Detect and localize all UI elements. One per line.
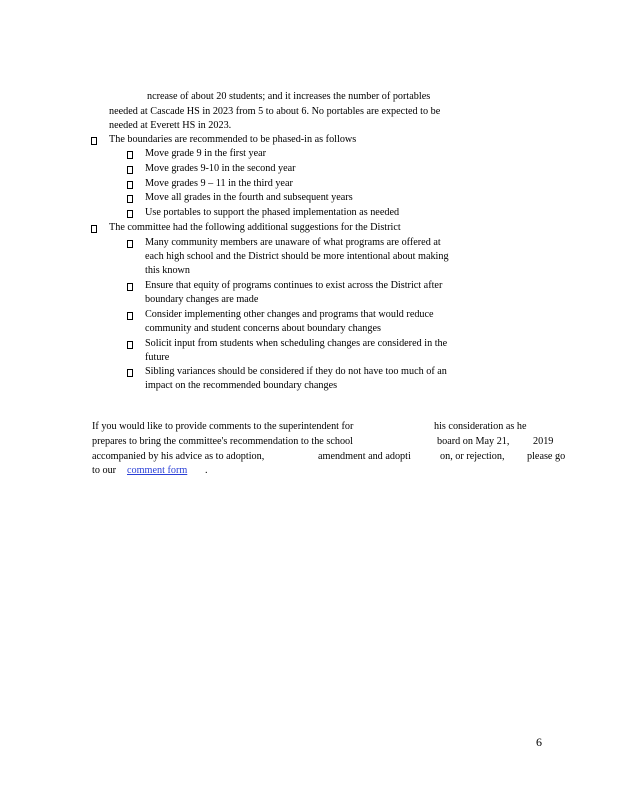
suggestion-line: each high school and the District should be more intentional about making bbox=[145, 251, 449, 262]
comment-form-link[interactable]: comment form bbox=[127, 465, 188, 476]
bullet-icon bbox=[127, 210, 133, 218]
closing-line: on, or rejection, bbox=[440, 451, 505, 462]
closing-line: to our bbox=[92, 465, 117, 476]
suggestion-line: Solicit input from students when scheduling changes are considered in the bbox=[145, 338, 448, 349]
closing-line: board on May 21, bbox=[437, 436, 510, 447]
paragraph-line: needed at Everett HS in 2023. bbox=[109, 120, 232, 131]
bullet-icon bbox=[127, 151, 133, 159]
suggestion-line: boundary changes are made bbox=[145, 294, 259, 305]
closing-line: his consideration as he bbox=[434, 421, 527, 432]
bullet-icon bbox=[127, 166, 133, 174]
suggestion-line: impact on the recommended boundary changes bbox=[145, 380, 338, 391]
suggestion-line: this known bbox=[145, 265, 190, 276]
phasing-item: Move grades 9-10 in the second year bbox=[145, 163, 296, 174]
phasing-intro: The boundaries are recommended to be phased-in as follows bbox=[109, 134, 357, 145]
closing-line: If you would like to provide comments to the superintendent for bbox=[92, 421, 354, 432]
bullet-icon bbox=[127, 341, 133, 349]
phasing-item: Move grade 9 in the first year bbox=[145, 148, 267, 159]
bullet-icon bbox=[127, 283, 133, 291]
bullet-icon bbox=[127, 369, 133, 377]
suggestions-intro: The committee had the following additional suggestions for the District bbox=[109, 222, 401, 233]
closing-line: . bbox=[205, 465, 208, 476]
paragraph-line: needed at Cascade HS in 2023 from 5 to about 6. No portables are expected to be bbox=[109, 106, 441, 117]
closing-line: 2019 bbox=[533, 436, 554, 447]
suggestion-line: Ensure that equity of programs continues to exist across the District after bbox=[145, 280, 443, 291]
closing-line: accompanied by his advice as to adoption, bbox=[92, 451, 265, 462]
bullet-icon bbox=[91, 137, 97, 145]
bullet-icon bbox=[127, 312, 133, 320]
paragraph-line: ncrease of about 20 students; and it increases the number of portables bbox=[147, 91, 431, 102]
bullet-icon bbox=[91, 225, 97, 233]
closing-line: prepares to bring the committee's recommendation to the school bbox=[92, 436, 353, 447]
closing-line: amendment and adopti bbox=[318, 451, 411, 462]
bullet-icon bbox=[127, 195, 133, 203]
bullet-icon bbox=[127, 240, 133, 248]
suggestion-line: community and student concerns about boundary changes bbox=[145, 323, 381, 334]
phasing-item: Move all grades in the fourth and subsequent years bbox=[145, 192, 353, 203]
phasing-item: Move grades 9 – 11 in the third year bbox=[145, 178, 293, 189]
suggestion-line: Consider implementing other changes and programs that would reduce bbox=[145, 309, 434, 320]
suggestion-line: future bbox=[145, 352, 170, 363]
phasing-item: Use portables to support the phased implementation as needed bbox=[145, 207, 400, 218]
suggestion-line: Sibling variances should be considered if they do not have too much of an bbox=[145, 366, 447, 377]
closing-line: please go bbox=[527, 451, 566, 462]
suggestion-line: Many community members are unaware of what programs are offered at bbox=[145, 237, 441, 248]
page-number: 6 bbox=[536, 735, 542, 749]
bullet-icon bbox=[127, 181, 133, 189]
